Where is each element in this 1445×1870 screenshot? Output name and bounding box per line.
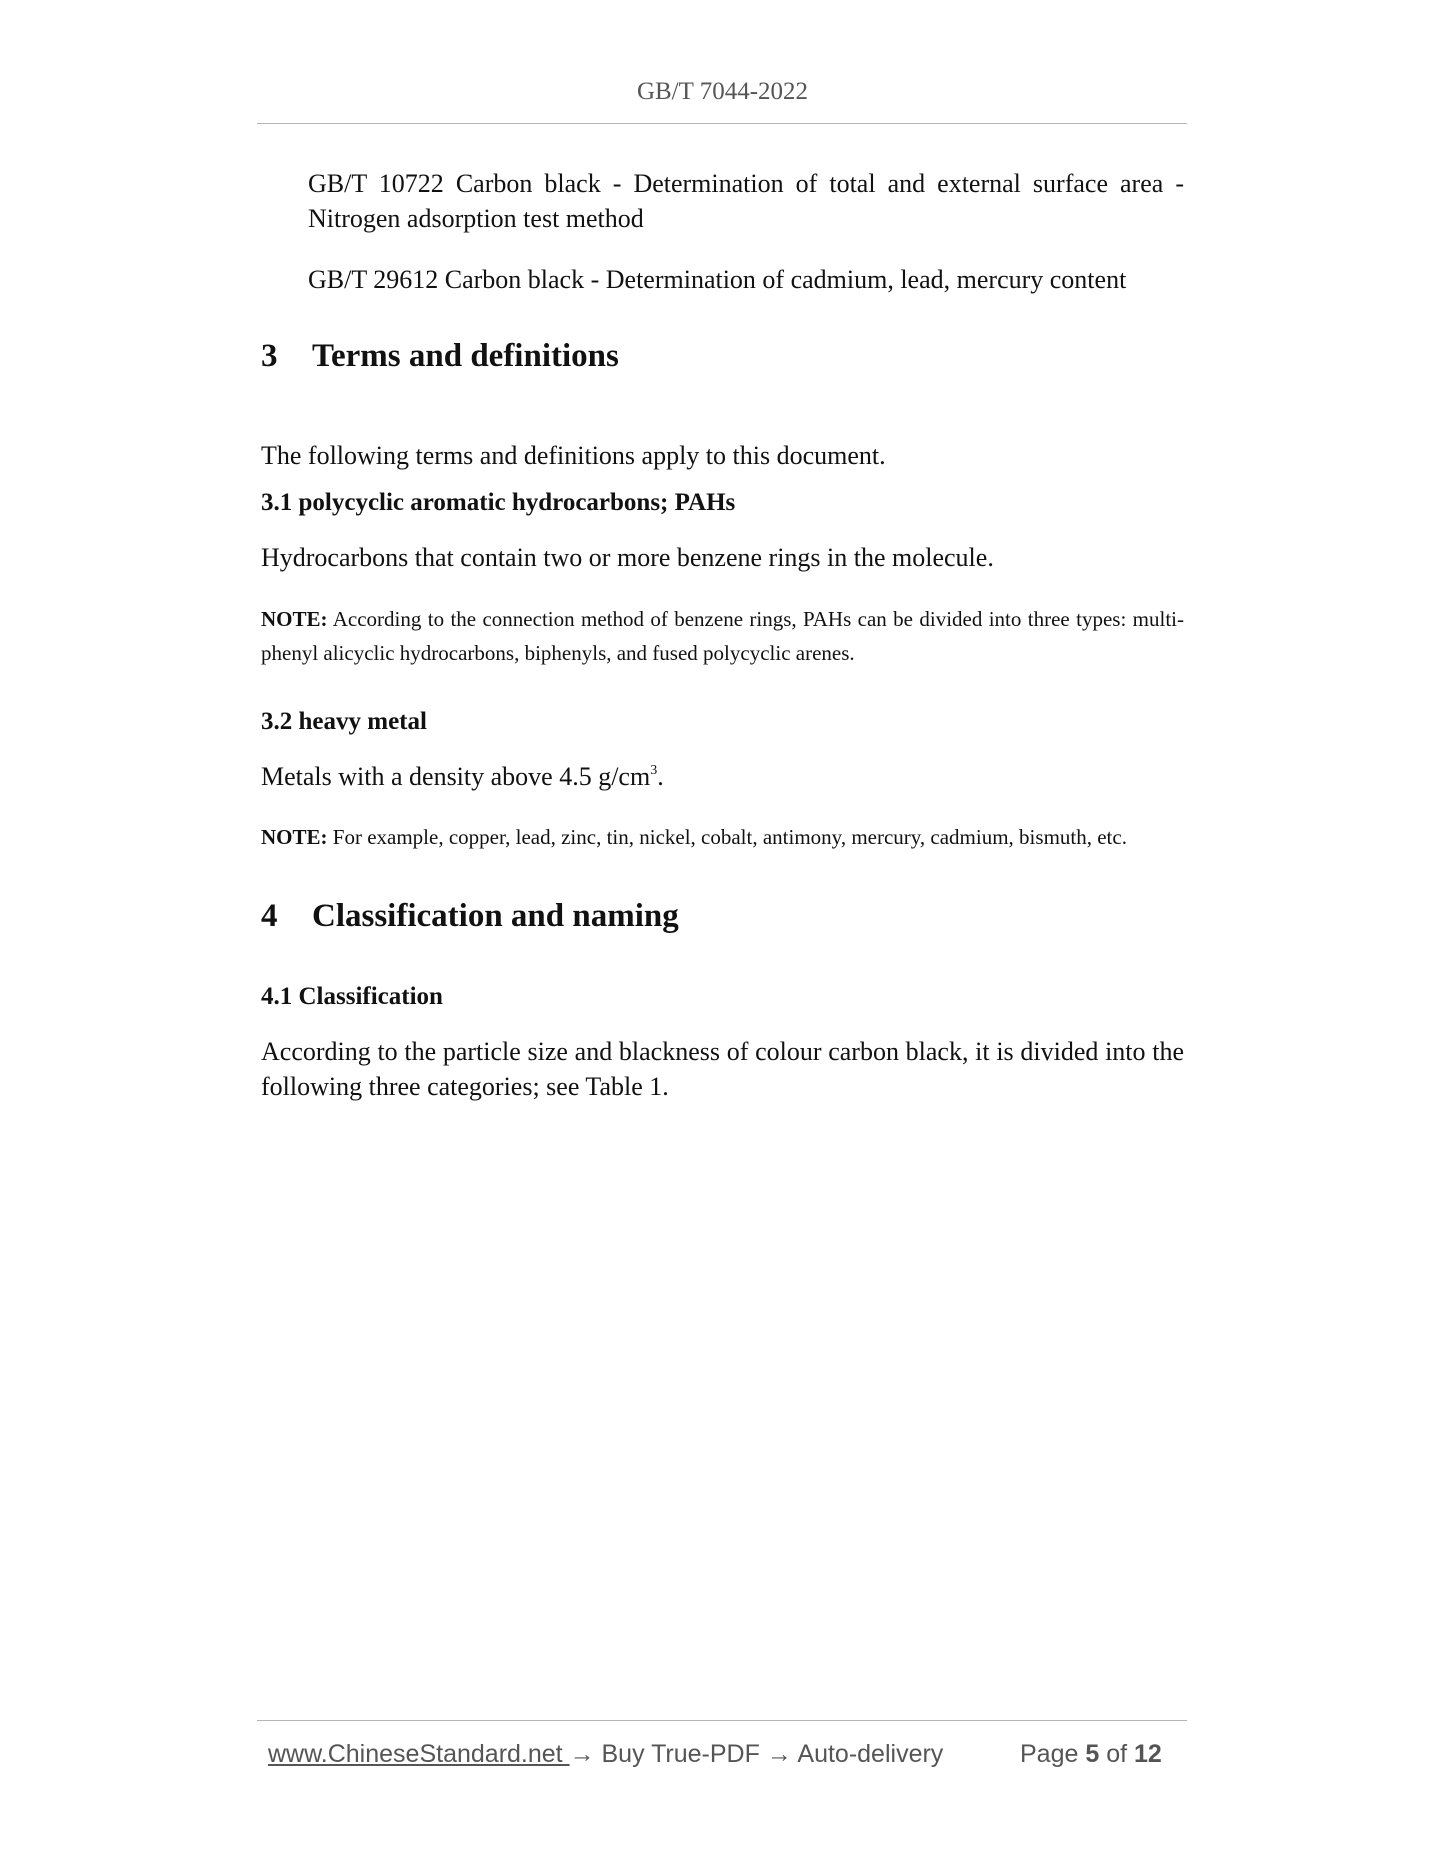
term-heading: 3.2 heavy metal (261, 708, 427, 735)
section-title: Classification and naming (312, 898, 679, 934)
subsection-heading: 4.1 Classification (261, 983, 443, 1010)
term-definition (261, 759, 1184, 794)
website-link[interactable]: www.ChineseStandard.net (268, 1740, 570, 1768)
section-number: 3 (261, 338, 278, 374)
of-label: of (1106, 1740, 1128, 1768)
superscript: 3 (650, 763, 658, 778)
note-text: For example, copper, lead, zinc, tin, nickel, cobalt, antimony, mercury, cadmium, bismuth, etc. (332, 825, 1127, 849)
note (261, 602, 1184, 670)
arrow-right-icon: → (569, 1740, 595, 1768)
section-intro: The following terms and definitions apply to this document. (261, 441, 886, 470)
header-divider (257, 123, 1187, 124)
note (261, 820, 1184, 854)
footer-promo (268, 1740, 943, 1769)
definition-text: Metals with a density above 4.5 g/cm (261, 762, 651, 791)
buy-text: Buy True-PDF (594, 1740, 767, 1768)
section-title: Terms and definitions (312, 338, 619, 374)
note-text: According to the connection method of benzene rings, PAHs can be divided into three types: multi-phenyl alicyclic hydrocarbons, biphenyls, and fused polycyclic arenes. (261, 607, 1184, 665)
term-heading: 3.1 polycyclic aromatic hydrocarbons; PAHs (261, 489, 736, 516)
section-heading (261, 898, 679, 935)
note-label: NOTE: (261, 607, 328, 631)
definition-end: . (657, 762, 664, 791)
note-label: NOTE: (261, 825, 328, 849)
reference-item: GB/T 10722 Carbon black - Determination of total and external surface area - Nitrogen adsorption test method (308, 169, 1184, 233)
footer-divider (257, 1720, 1187, 1721)
subsection-text: According to the particle size and blackness of colour carbon black, it is divided into the following three categories; see Table 1. (261, 1037, 1184, 1101)
section-number: 4 (261, 898, 278, 934)
page-current: 5 (1085, 1740, 1100, 1768)
page-total: 12 (1134, 1740, 1162, 1768)
arrow-right-icon: → (766, 1740, 792, 1768)
delivery-text: Auto-delivery (791, 1740, 944, 1768)
reference-item: GB/T 29612 Carbon black - Determination of cadmium, lead, mercury content (308, 265, 1127, 294)
section-heading (261, 338, 619, 375)
header-title: GB/T 7044-2022 (636, 78, 809, 105)
term-definition: Hydrocarbons that contain two or more benzene rings in the molecule. (261, 543, 994, 572)
page-indicator (1020, 1740, 1162, 1769)
page-label: Page (1020, 1740, 1079, 1768)
